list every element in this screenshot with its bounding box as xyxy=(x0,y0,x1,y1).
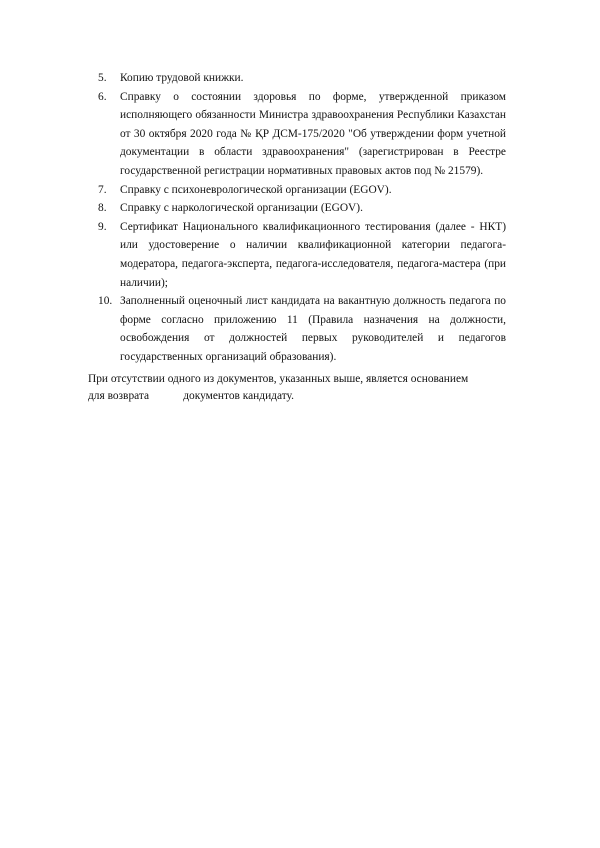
list-item xyxy=(98,292,506,366)
item-number: 9. xyxy=(98,220,107,233)
list-item xyxy=(98,69,506,88)
item-text: Копию трудовой книжки. xyxy=(120,72,244,84)
list-item xyxy=(98,88,506,181)
item-text: Справку с психоневрологической организации (EGOV). xyxy=(120,183,392,196)
footer-note xyxy=(88,371,508,404)
item-text: Справку о состоянии здоровья по форме, утвержденной приказом исполняющего обязанности Министра здравоохранения Республики Казахстан от 30 октября 2020 года № ҚР ДСМ-175/2020 "Об утверждении форм учетной документации в области здравоохранения" (зарегистрирован в Реестре государственной регистрации нормативных правовых актов под № 21579). xyxy=(120,90,506,177)
item-number: 5. xyxy=(98,72,107,84)
item-number: 8. xyxy=(98,202,107,215)
list-item xyxy=(98,181,506,200)
footer-note-line: для возврата документов кандидату. xyxy=(88,389,294,402)
item-text: Сертификат Национального квалификационного тестирования (далее - НКТ) или удостоверение о наличии квалификационной категории педагога-модератора, педагога-эксперта, педагога-исследователя, педагога-мастера (при наличии); xyxy=(120,220,506,289)
item-number: 6. xyxy=(98,90,107,103)
footer-note-line: При отсутствии одного из документов, указанных выше, является основанием xyxy=(88,373,469,385)
list-item xyxy=(98,218,506,292)
item-text: Справку с наркологической организации (EGOV). xyxy=(120,202,363,215)
required-documents-list xyxy=(98,69,506,367)
item-number: 7. xyxy=(98,183,107,196)
list-item xyxy=(98,199,506,218)
item-number: 10. xyxy=(98,295,113,308)
item-text: Заполненный оценочный лист кандидата на вакантную должность педагога по форме согласно приложению 11 (Правила назначения на должности, освобождения от должностей первых руководителей и педагогов государственных организаций образования). xyxy=(120,295,506,363)
